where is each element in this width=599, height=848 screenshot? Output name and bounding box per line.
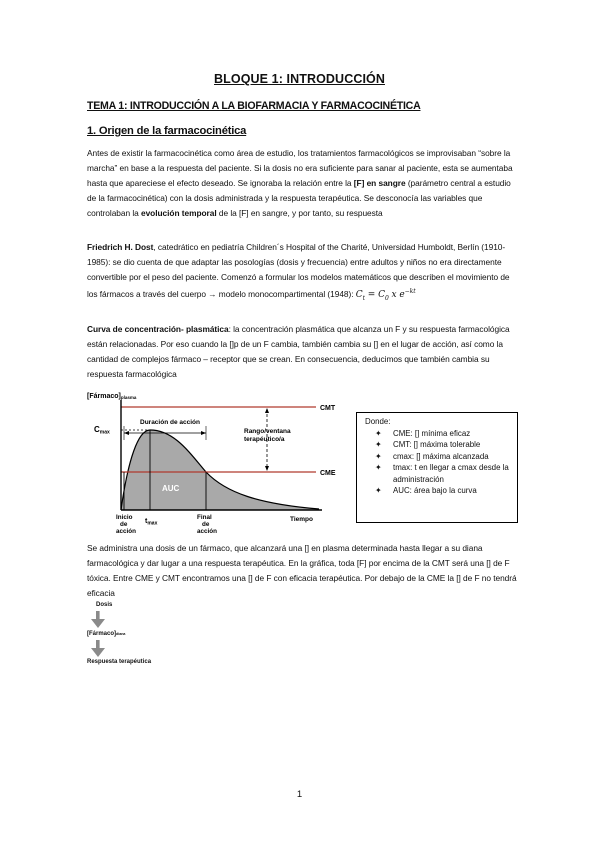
- p1-bold-2: evolución temporal: [141, 207, 217, 218]
- final-label-3: acción: [197, 528, 217, 535]
- star-bullet-icon: ✦: [375, 486, 382, 496]
- final-label-1: Final: [197, 514, 212, 521]
- p3-text-1: : la concentración plasmática que alcanza un F y su respuesta farmacológica están relacionadas. Por eso cuando la []p de un F cambia, también cambia su [] en el lugar de acción, así como la cantidad de complejos fármaco – receptor que se crean. En consecuencia, deducimos que también cambia su respuesta farmacológica: [87, 324, 510, 379]
- cmax-label: Cmax: [94, 425, 110, 436]
- p2-bold-1: Friedrich H. Dost: [87, 242, 154, 252]
- legend-item: ✦ CMT: [] máxima tolerable: [375, 440, 481, 450]
- duracion-label: Duración de acción: [140, 419, 200, 426]
- legend-item: ✦ tmax: t en llegar a cmax desde la administración: [375, 463, 509, 484]
- rango-arrow-head-top: [265, 408, 269, 413]
- star-bullet-icon: ✦: [375, 463, 382, 473]
- flow-arrow-down-icon: [88, 610, 108, 630]
- paragraph-dost: [87, 240, 517, 306]
- auc-label: AUC: [162, 484, 180, 493]
- legend-list: [363, 428, 511, 496]
- p1-bold-1: [F] en sangre: [353, 177, 406, 188]
- legend-item: ✦ AUC: área bajo la curva: [375, 486, 477, 496]
- legend-item: ✦ CME: [] mínima eficaz: [375, 429, 471, 438]
- flow-step-respuesta: Respuesta terapéutica: [87, 659, 152, 665]
- inicio-label-1: Inicio: [116, 514, 133, 521]
- p4-text-1: Se administra una dosis de un fármaco, que alcanzará una [] en plasma determinada hasta llegar a su diana farmacológica y dar lugar a una respuesta terapéutica. En la gráfica, toda [F] por encima de la CMT será una [] de F tóxica. Entre CME y CMT encontramos una [] de F con eficacia terapéutica. Por debajo de la CME la [] de F no tendrá eficacia: [87, 543, 517, 598]
- cme-label: CME: [320, 470, 336, 477]
- paragraph-curva: [87, 322, 517, 382]
- page-title: BLOQUE 1: INTRODUCCIÓN: [214, 72, 385, 86]
- inicio-label-2: de: [120, 521, 128, 528]
- inicio-label-3: acción: [116, 528, 136, 535]
- flow-arrow-down-icon: [88, 639, 108, 659]
- p3-bold-1: Curva de concentración- plasmática: [87, 324, 229, 334]
- paragraph-origin: [87, 146, 517, 221]
- tema-heading: TEMA 1: INTRODUCCIÓN A LA BIOFARMACIA Y FARMACOCINÉTICA: [87, 100, 421, 112]
- legend-box: [356, 412, 518, 523]
- p1-text-2: (parámetro central a estudio de la farmacocinética) con la dosis administrada y la respuesta terapéutica. Se desconocía las variables que controlaban la: [87, 177, 511, 218]
- final-label-2: de: [202, 521, 210, 528]
- concentration-time-chart: [84, 390, 352, 540]
- paragraph-dosis: [87, 541, 517, 601]
- duracion-arrow-head-right: [201, 431, 206, 435]
- legend-title: Donde:: [365, 417, 391, 426]
- dost-formula: $C_t = C_0$ x $e^{-kt}$: [355, 287, 416, 302]
- star-bullet-icon: ✦: [375, 429, 382, 438]
- flow-step-farmaco: [Fármaco]diana: [87, 631, 126, 637]
- rango-arrow-head-bottom: [265, 466, 269, 471]
- rango-label-2: terapéutico/a: [244, 436, 285, 443]
- star-bullet-icon: ✦: [375, 440, 382, 450]
- p2-text-1: , catedrático en pediatría Children´s Hospital of the Charité, Universidad Humboldt, Berlín (1910- 1985): se dio cuenta de que adaptar las posologías (dosis y frecuencia) entre adultos y niños no era directamente convertible por el peso del paciente. Comenzó a formular los modelos matemáticos que describen el movimiento de los fármacos a través del cuerpo → modelo monocompartimental (1948):: [87, 242, 510, 299]
- cmt-label: CMT: [320, 405, 336, 412]
- ylabel-main: [Fármaco]plasma: [87, 393, 137, 400]
- rango-label-1: Rango/ventana: [244, 428, 291, 435]
- star-bullet-icon: ✦: [375, 451, 382, 461]
- page-number: 1: [296, 789, 303, 800]
- duracion-arrow-head-left: [124, 431, 129, 435]
- p1-text-3: de la [F] en sangre, y por tanto, su respuesta: [216, 207, 383, 218]
- flow-step-dosis: Dosis: [96, 602, 113, 608]
- tmax-label: $t_{max}$: [145, 518, 158, 527]
- p1-text-1: Antes de existir la farmacocinética como área de estudio, los tratamientos farmacológicos se improvisaban “sobre la marcha” en base a la respuesta del paciente. Si la dosis no era suficiente para sanar al paciente, esta se aumentaba hasta que apareciese el efecto deseado. Se ignoraba la relación entre la: [87, 148, 513, 188]
- legend-item: ✦ cmax: [] máxima alcanzada: [375, 451, 489, 461]
- tiempo-label: Tiempo: [290, 516, 313, 523]
- section-heading: 1. Origen de la farmacocinética: [87, 125, 247, 137]
- auc-area: [121, 430, 319, 510]
